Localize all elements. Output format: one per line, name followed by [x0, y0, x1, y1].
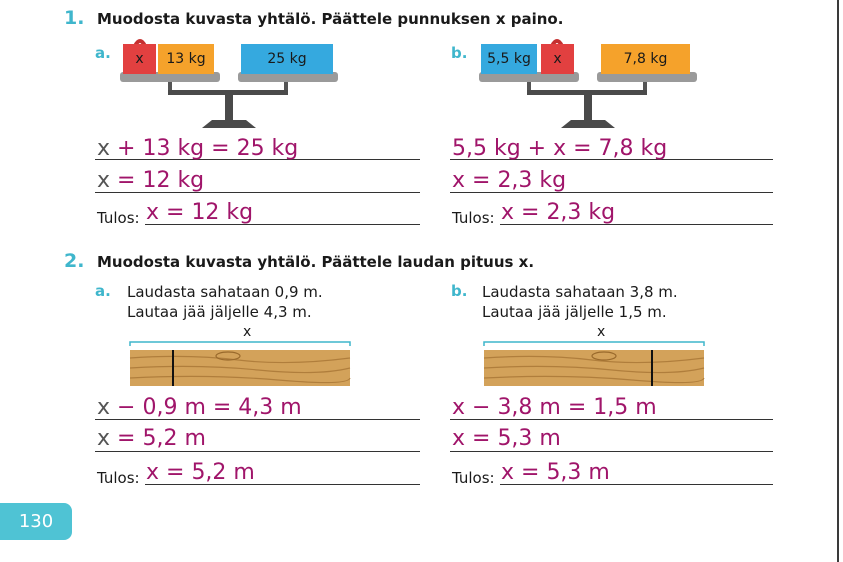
q1b-result: x = 2,3 kg	[501, 200, 616, 225]
q2b-equation-line2: x = 5,3 m	[452, 426, 561, 451]
q2a-equation-line2: x = 5,2 m	[97, 426, 206, 451]
q1b-letter: b.	[451, 44, 468, 62]
q2a-description-1: Laudasta sahataan 0,9 m.	[127, 283, 323, 301]
q2b-result-label: Tulos:	[452, 469, 495, 487]
question-1-number: 1.	[64, 7, 85, 29]
q1a-result: x = 12 kg	[146, 200, 254, 225]
q1b-equation-line1: 5,5 kg + x = 7,8 kg	[452, 136, 668, 161]
q2a-description-2: Lautaa jää jäljelle 4,3 m.	[127, 303, 312, 321]
q2b-x-label: x	[597, 324, 606, 340]
q2a-result-label: Tulos:	[97, 469, 140, 487]
q2b-description-2: Lautaa jää jäljelle 1,5 m.	[482, 303, 667, 321]
q1b-result-label: Tulos:	[452, 209, 495, 227]
q2a-equation-line1: x − 0,9 m = 4,3 m	[97, 395, 302, 420]
q1a-equation-line1: x + 13 kg = 25 kg	[97, 136, 299, 161]
q2a-letter: a.	[95, 282, 111, 300]
q2a-result: x = 5,2 m	[146, 460, 255, 485]
page-number: 130	[0, 503, 72, 540]
wooden-board-icon	[482, 336, 708, 388]
q1a-equation-line2: x = 12 kg	[97, 168, 205, 193]
weight-x: x	[123, 44, 156, 74]
weight-7-8kg: 7,8 kg	[601, 44, 690, 74]
question-1-text: Muodosta kuvasta yhtälö. Päättele punnuksen x paino.	[97, 10, 564, 28]
q1b-equation-line2: x = 2,3 kg	[452, 168, 567, 193]
q2b-letter: b.	[451, 282, 468, 300]
weight-25kg: 25 kg	[241, 44, 333, 74]
question-2-number: 2.	[64, 250, 85, 272]
q2b-equation-line1: x − 3,8 m = 1,5 m	[452, 395, 657, 420]
q1a-letter: a.	[95, 44, 111, 62]
weight-x: x	[541, 44, 574, 74]
q2b-result: x = 5,3 m	[501, 460, 610, 485]
question-2-text: Muodosta kuvasta yhtälö. Päättele laudan pituus x.	[97, 253, 535, 271]
q2a-x-label: x	[243, 324, 252, 340]
weight-5-5kg: 5,5 kg	[481, 44, 537, 74]
wooden-board-icon	[128, 336, 354, 388]
q2b-description-1: Laudasta sahataan 3,8 m.	[482, 283, 678, 301]
weight-13kg: 13 kg	[158, 44, 214, 74]
q1a-result-label: Tulos:	[97, 209, 140, 227]
page-edge	[837, 0, 839, 562]
